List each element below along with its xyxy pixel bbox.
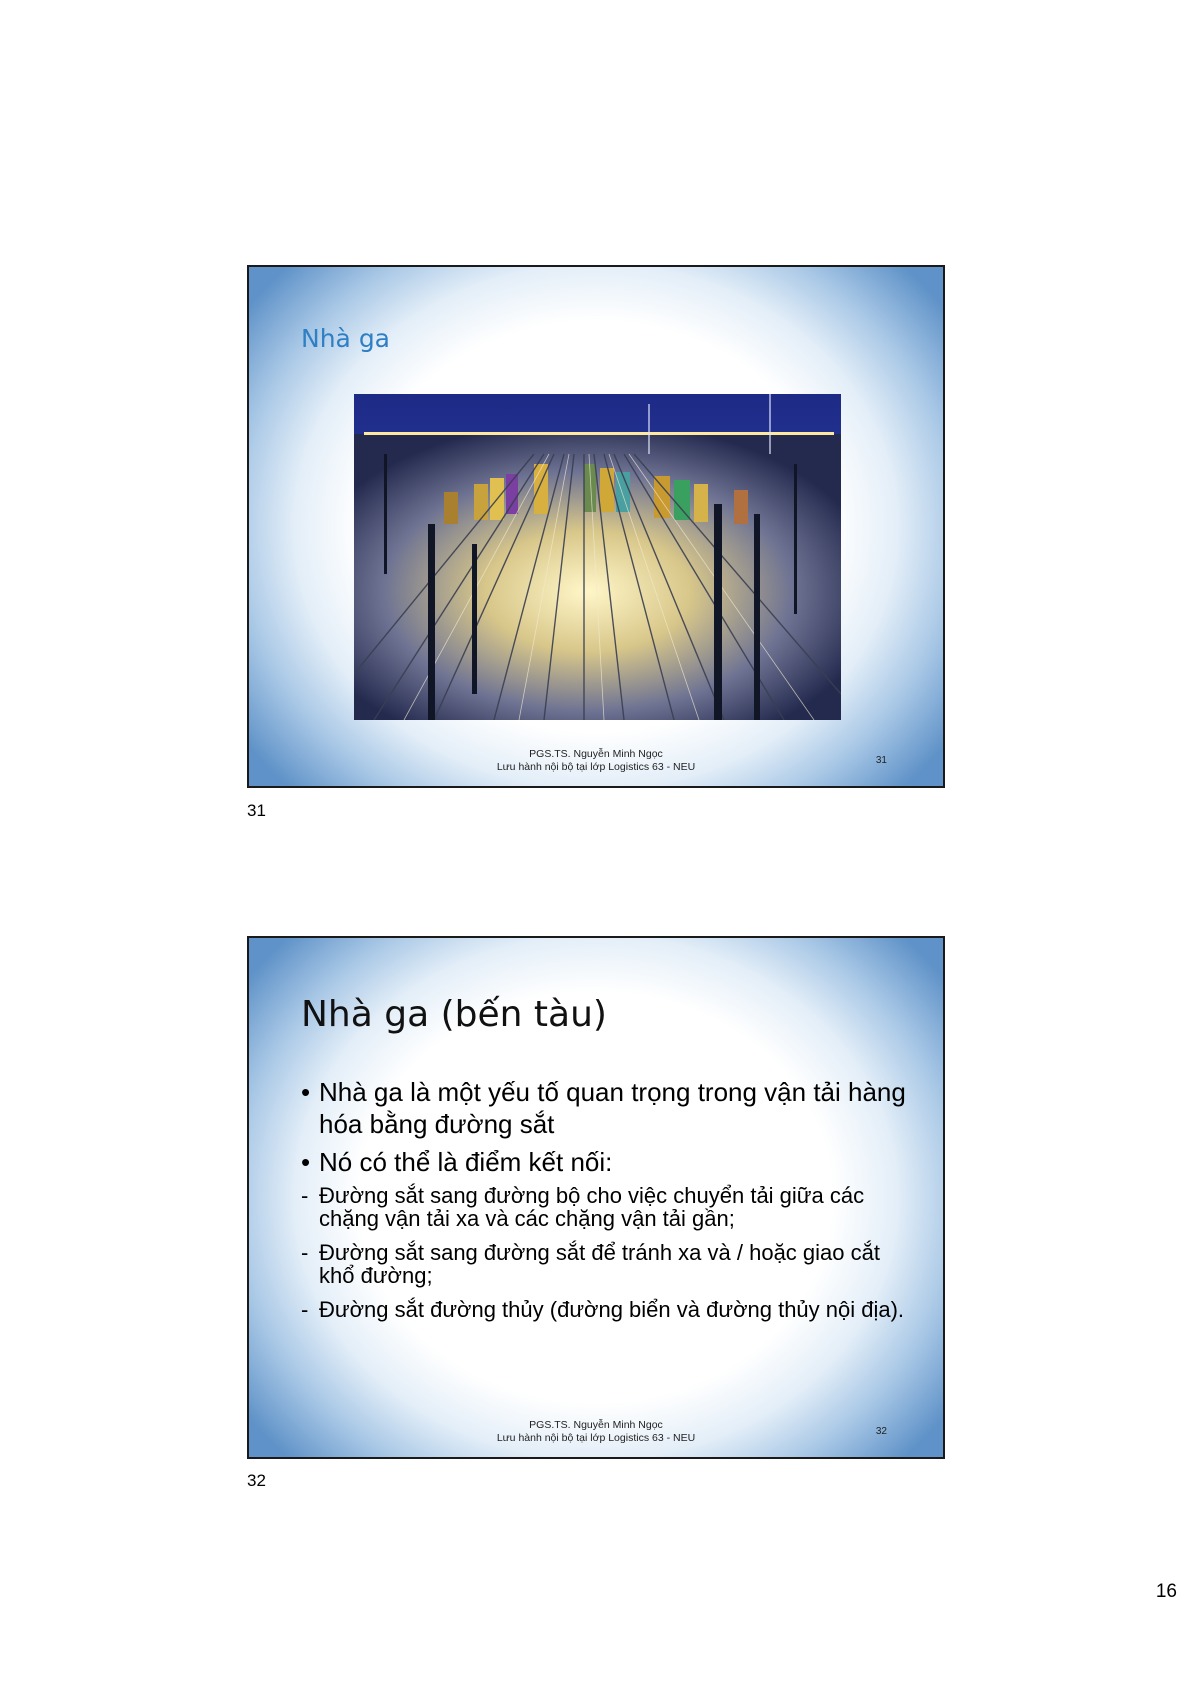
dash-marker: - xyxy=(301,1297,309,1322)
slide-number: 32 xyxy=(875,1426,887,1437)
dash-text: Đường sắt đường thủy (đường biển và đường thủy nội địa). xyxy=(319,1297,905,1322)
dash-marker: - xyxy=(301,1183,309,1208)
slide-title: Nhà ga (bến tàu) xyxy=(301,994,607,1035)
footer-author: PGS.TS. Nguyễn Minh Ngọc xyxy=(529,1419,663,1431)
slide-caption: 31 xyxy=(247,801,266,820)
dash-item xyxy=(301,1298,911,1321)
bullet-list xyxy=(301,1076,911,1332)
footer-note: Lưu hành nội bộ tại lớp Logistics 63 - NEU xyxy=(496,761,696,773)
bullet-item xyxy=(301,1076,911,1140)
dash-text: Đường sắt sang đường sắt để tránh xa và / hoặc giao cắt khổ đường; xyxy=(319,1240,880,1288)
dash-item xyxy=(301,1241,911,1287)
slide-title: Nhà ga xyxy=(301,324,391,353)
bullet-text: Nhà ga là một yếu tố quan trọng trong vận tải hàng hóa bằng đường sắt xyxy=(319,1077,906,1139)
footer-author: PGS.TS. Nguyễn Minh Ngọc xyxy=(529,748,663,760)
rail-yard-photo xyxy=(354,394,841,720)
footer-note: Lưu hành nội bộ tại lớp Logistics 63 - NEU xyxy=(496,1432,696,1444)
dash-item xyxy=(301,1184,911,1230)
bullet-text: Nó có thể là điểm kết nối: xyxy=(319,1147,613,1177)
bullet-item xyxy=(301,1146,911,1178)
page-number: 16 xyxy=(1155,1581,1177,1602)
bullet-marker: • xyxy=(301,1147,311,1177)
slide-caption: 32 xyxy=(247,1471,266,1490)
slide-footer xyxy=(249,1419,943,1445)
dash-text: Đường sắt sang đường bộ cho việc chuyển tải giữa các chặng vận tải xa và các chặng vận tải gần; xyxy=(319,1183,865,1231)
slide-number: 31 xyxy=(875,755,887,766)
bullet-marker: • xyxy=(301,1077,311,1107)
dash-marker: - xyxy=(301,1240,309,1265)
slide-footer xyxy=(249,748,943,774)
slide-31 xyxy=(247,265,945,788)
slide-32 xyxy=(247,936,945,1459)
